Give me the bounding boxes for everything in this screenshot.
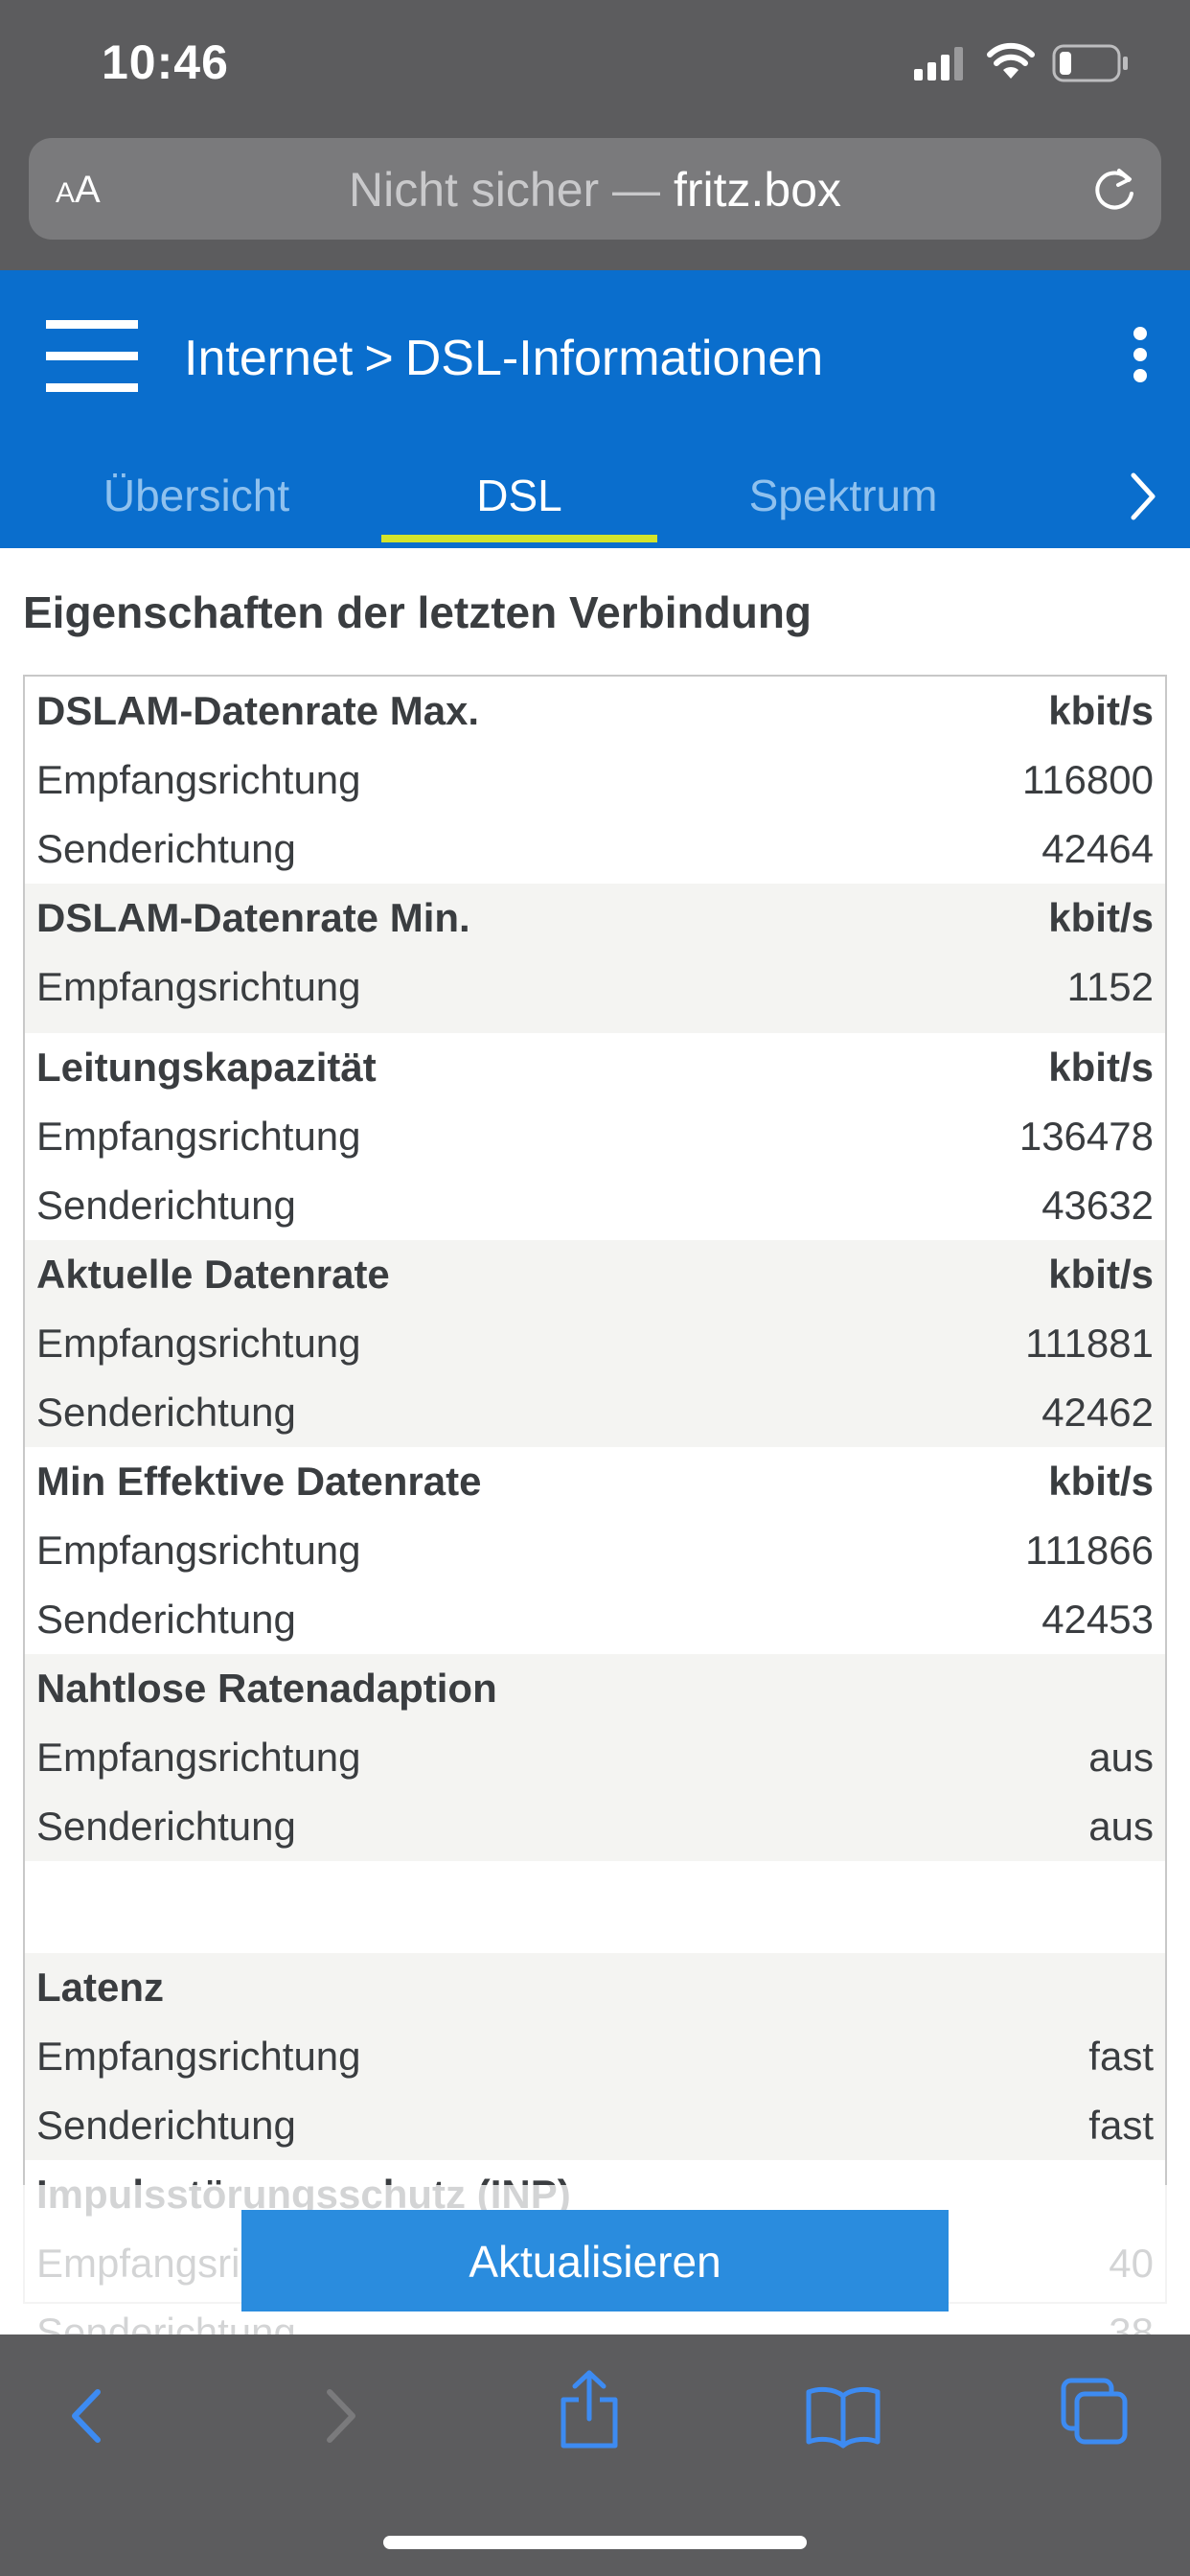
- tab-bar: [0, 443, 1190, 548]
- row-label: Min Effektive Datenrate: [36, 1459, 482, 1504]
- chevron-right-icon[interactable]: [1129, 472, 1157, 521]
- table-row: [25, 1723, 1165, 1792]
- table-row: [25, 1102, 1165, 1171]
- breadcrumb-separator: >: [364, 331, 394, 386]
- forward-icon[interactable]: [312, 2382, 370, 2450]
- row-label: Empfangsrichtung: [36, 757, 361, 802]
- tab-uebersicht[interactable]: Übersicht: [103, 471, 290, 520]
- reload-icon[interactable]: [1090, 165, 1138, 213]
- table-row-header: [25, 1240, 1165, 1309]
- row-label: Latenz: [36, 1965, 165, 2010]
- info-table: [23, 675, 1167, 2304]
- tabs-icon[interactable]: [1060, 2377, 1129, 2446]
- row-value: fast: [1088, 2034, 1154, 2079]
- tab-dsl[interactable]: DSL: [476, 471, 562, 520]
- row-value: fast: [1088, 2103, 1154, 2148]
- row-label: Senderichtung: [36, 1390, 296, 1435]
- bookmarks-icon[interactable]: [805, 2382, 881, 2450]
- breadcrumb-internet[interactable]: Internet: [184, 331, 354, 386]
- row-label: Senderichtung: [36, 1183, 296, 1228]
- tab-spektrum[interactable]: Spektrum: [748, 471, 938, 520]
- row-value: 116800: [1021, 757, 1154, 802]
- row-label: Empfangsrichtung: [36, 2034, 361, 2079]
- row-label: Leitungskapazität: [36, 1045, 377, 1090]
- row-label: Senderichtung: [36, 826, 296, 871]
- row-value: 1152: [1066, 964, 1154, 1009]
- table-row: [25, 1171, 1165, 1240]
- row-value: aus: [1088, 1735, 1154, 1780]
- table-row: [25, 2091, 1165, 2160]
- row-value: aus: [1088, 1804, 1154, 1849]
- table-row: [25, 1378, 1165, 1447]
- row-value: 42464: [1041, 826, 1154, 871]
- share-icon[interactable]: [556, 2369, 623, 2450]
- row-value: kbit/s: [1048, 688, 1154, 733]
- row-label: Empfangsrichtung: [36, 1528, 361, 1573]
- table-row: [25, 815, 1165, 884]
- home-indicator[interactable]: [383, 2536, 807, 2549]
- row-label: Empfangsrichtung: [36, 1114, 361, 1159]
- table-row-header: [25, 1654, 1165, 1723]
- table-row: [25, 746, 1165, 815]
- row-value: 111866: [1025, 1528, 1154, 1573]
- active-tab-indicator: [381, 535, 657, 542]
- row-value: kbit/s: [1048, 895, 1154, 940]
- row-label: Senderichtung: [36, 1804, 296, 1849]
- text-size-button[interactable]: AA: [56, 169, 101, 211]
- table-row: [25, 2022, 1165, 2091]
- table-row: [25, 1585, 1165, 1654]
- status-time: 10:46: [102, 35, 229, 89]
- browser-address-area: [0, 132, 1190, 270]
- table-row: [25, 953, 1165, 1033]
- table-row-header: [25, 677, 1165, 746]
- row-value: 111881: [1025, 1321, 1154, 1366]
- table-row: [25, 1792, 1165, 1861]
- row-label: Aktuelle Datenrate: [36, 1252, 390, 1297]
- breadcrumb: [184, 328, 823, 389]
- url-host: fritz.box: [673, 163, 842, 217]
- row-value: kbit/s: [1048, 1045, 1154, 1090]
- row-label: Empfangsrichtung: [36, 1735, 361, 1780]
- back-icon[interactable]: [57, 2382, 115, 2450]
- section-title: Eigenschaften der letzten Verbindung: [23, 587, 812, 637]
- url-security-prefix: Nicht sicher —: [348, 163, 674, 217]
- app-header: [0, 270, 1190, 548]
- update-button[interactable]: Aktualisieren: [241, 2210, 949, 2312]
- table-row-header: [25, 1033, 1165, 1102]
- row-label: DSLAM-Datenrate Max.: [36, 688, 480, 733]
- hamburger-menu-icon[interactable]: [46, 320, 138, 393]
- table-row-header: [25, 1953, 1165, 2022]
- row-label: Senderichtung: [36, 1597, 296, 1642]
- battery-icon: [1052, 44, 1129, 82]
- row-value: 42453: [1041, 1597, 1154, 1642]
- row-value: 42462: [1041, 1390, 1154, 1435]
- address-bar[interactable]: [29, 138, 1161, 240]
- row-label: Nahtlose Ratenadaption: [36, 1666, 497, 1711]
- row-value: 43632: [1041, 1183, 1154, 1228]
- table-row: [25, 1516, 1165, 1585]
- row-value: 136478: [1018, 1114, 1154, 1159]
- more-options-icon[interactable]: [1131, 326, 1150, 383]
- table-row-header: [25, 1447, 1165, 1516]
- table-row: [25, 1309, 1165, 1378]
- breadcrumb-dsl-info: DSL-Informationen: [404, 331, 824, 386]
- row-value: kbit/s: [1048, 1459, 1154, 1504]
- row-label: Senderichtung: [36, 2103, 296, 2148]
- signal-icon: [914, 46, 968, 80]
- wifi-icon: [987, 42, 1035, 80]
- url-text[interactable]: [144, 163, 1046, 217]
- status-bar: [0, 0, 1190, 132]
- table-row-header: [25, 884, 1165, 953]
- row-value: kbit/s: [1048, 1252, 1154, 1297]
- row-label: DSLAM-Datenrate Min.: [36, 895, 470, 940]
- row-label: Empfangsrichtung: [36, 1321, 361, 1366]
- row-label: Empfangsrichtung: [36, 964, 361, 1009]
